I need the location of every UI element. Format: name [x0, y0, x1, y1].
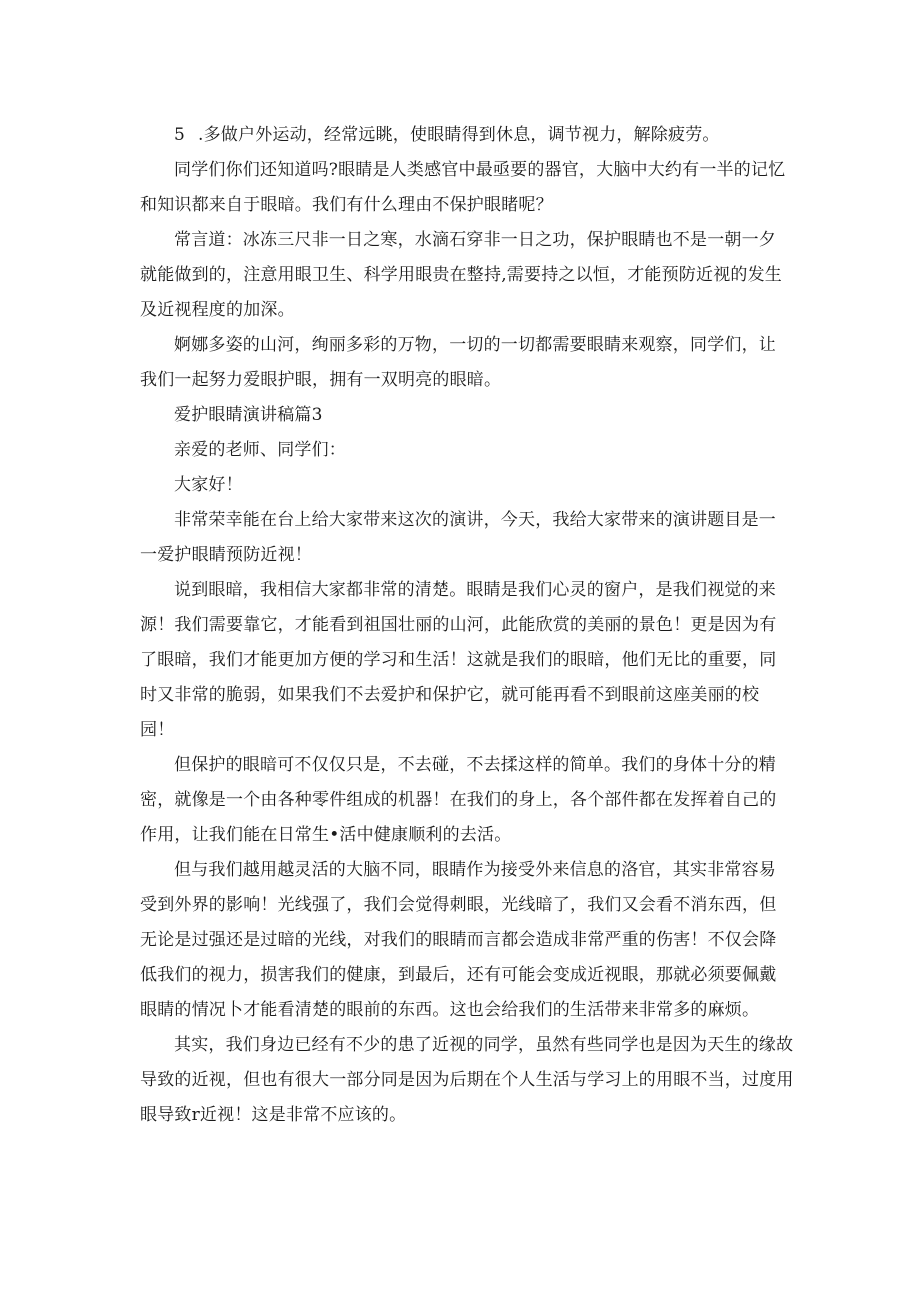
text-line: 园！	[140, 720, 175, 740]
salutation	[140, 433, 780, 468]
text-line: 了眼暗，我们才能更加方便的学习和生活！这就是我们的眼暗，他们无比的重要，同	[140, 650, 777, 670]
text-line: 低我们的视力，损害我们的健康，到最后，还有可能会变成近视眼，那就必须要佩戴	[140, 965, 777, 985]
text-line: 其实，我们身边已经有不少的患了近视的同学，虽然有些同学也是因为天生的缘故	[174, 1035, 794, 1055]
section-heading	[140, 398, 780, 433]
text-line: 说到眼暗，我相信大家都非常的清楚。眼睛是我们心灵的窗户，是我们视觉的来	[174, 580, 776, 600]
paragraph	[140, 223, 783, 328]
text-line: 婀娜多姿的山河，绚丽多彩的万物，一切的一切都需要眼睛来观察，同学们，让	[174, 335, 776, 355]
paragraph	[140, 503, 780, 573]
text-line: 源！我们需要靠它，才能看到祖国壮丽的山河，此能欣赏的美丽的景色！更是因为有	[140, 615, 777, 635]
text-line: 无论是过强还是过暗的光线，对我们的眼睛而言都会造成非常严重的伤害！不仅会降	[140, 930, 777, 950]
text-line: 和知识都来自于眼暗。我们有什么理由不保护眼睹呢？	[140, 195, 553, 215]
text-line: 时又非常的脆弱，如果我们不去爱护和保护它，就可能再看不到眼前这座美丽的校	[140, 685, 760, 705]
text-line: 就能做到的，注意用眼卫生、科学用眼贵在整持,需要持之以恒，才能预防近视的发生	[140, 265, 783, 285]
text-line: 但与我们越用越灵活的大脑不同，眼睛作为接受外来信息的洛官，其实非常容易	[174, 860, 776, 880]
paragraph	[140, 153, 786, 223]
paragraph	[140, 853, 780, 1028]
text-line: 及近视程度的加深。	[140, 300, 295, 320]
text-line: 亲爱的老师、同学们：	[174, 440, 346, 460]
text-line: 导致的近视，但也有很大一部分同是因为后期在个人生活与学习上的用眼不当，过度用	[140, 1070, 794, 1090]
text-line: 但保护的眼暗可不仅仅只是，不去碰，不去揉这样的简单。我们的身体十分的精	[174, 755, 776, 775]
paragraph	[140, 573, 780, 748]
list-item-text: .多做户外运动，经常远眺，使眼睛得到休息，调节视力，解除疲劳。	[198, 125, 720, 145]
list-item-number: 5	[174, 125, 186, 145]
paragraph	[140, 748, 780, 853]
text-line: 同学们你们还知道吗?眼睛是人类感官中最亟要的器官，大脑中大约有一半的记忆	[174, 160, 786, 180]
text-line: 受到外界的影响！光线强了，我们会觉得刺眼，光线暗了，我们又会看不消东西，但	[140, 895, 777, 915]
document-body	[140, 118, 794, 1133]
text-line: 我们一起努力爱眼护眼，拥有一双明亮的眼暗。	[140, 370, 502, 390]
text-line: 常言道：冰冻三尺非一日之寒，水滴石穿非一日之功，保护眼睛也不是一朝一夕	[174, 230, 776, 250]
text-line: 眼导致r近视！这是非常不应该的。	[140, 1105, 407, 1125]
text-line: 作用，让我们能在日常生•活中健康顺利的去活。	[140, 825, 512, 845]
paragraph	[140, 328, 780, 398]
greeting	[140, 468, 780, 503]
text-line: 密，就像是一个由各种零件组成的机器！在我们的身上，各个部件都在发挥着自己的	[140, 790, 777, 810]
paragraph	[140, 1028, 794, 1133]
text-line: 眼睛的情况卜才能看清楚的眼前的东西。这也会给我们的生活带来非常多的麻烦。	[140, 1000, 760, 1020]
section-title: 爱护眼睛演讲稿篇3	[174, 405, 323, 425]
text-line: 非常荣幸能在台上给大家带来这次的演讲，今天，我给大家带来的演讲题目是一	[174, 510, 776, 530]
text-line: 大家好！	[174, 475, 243, 495]
text-line: 一爱护眼睛预防近视！	[140, 545, 312, 565]
list-item-5	[140, 118, 780, 153]
